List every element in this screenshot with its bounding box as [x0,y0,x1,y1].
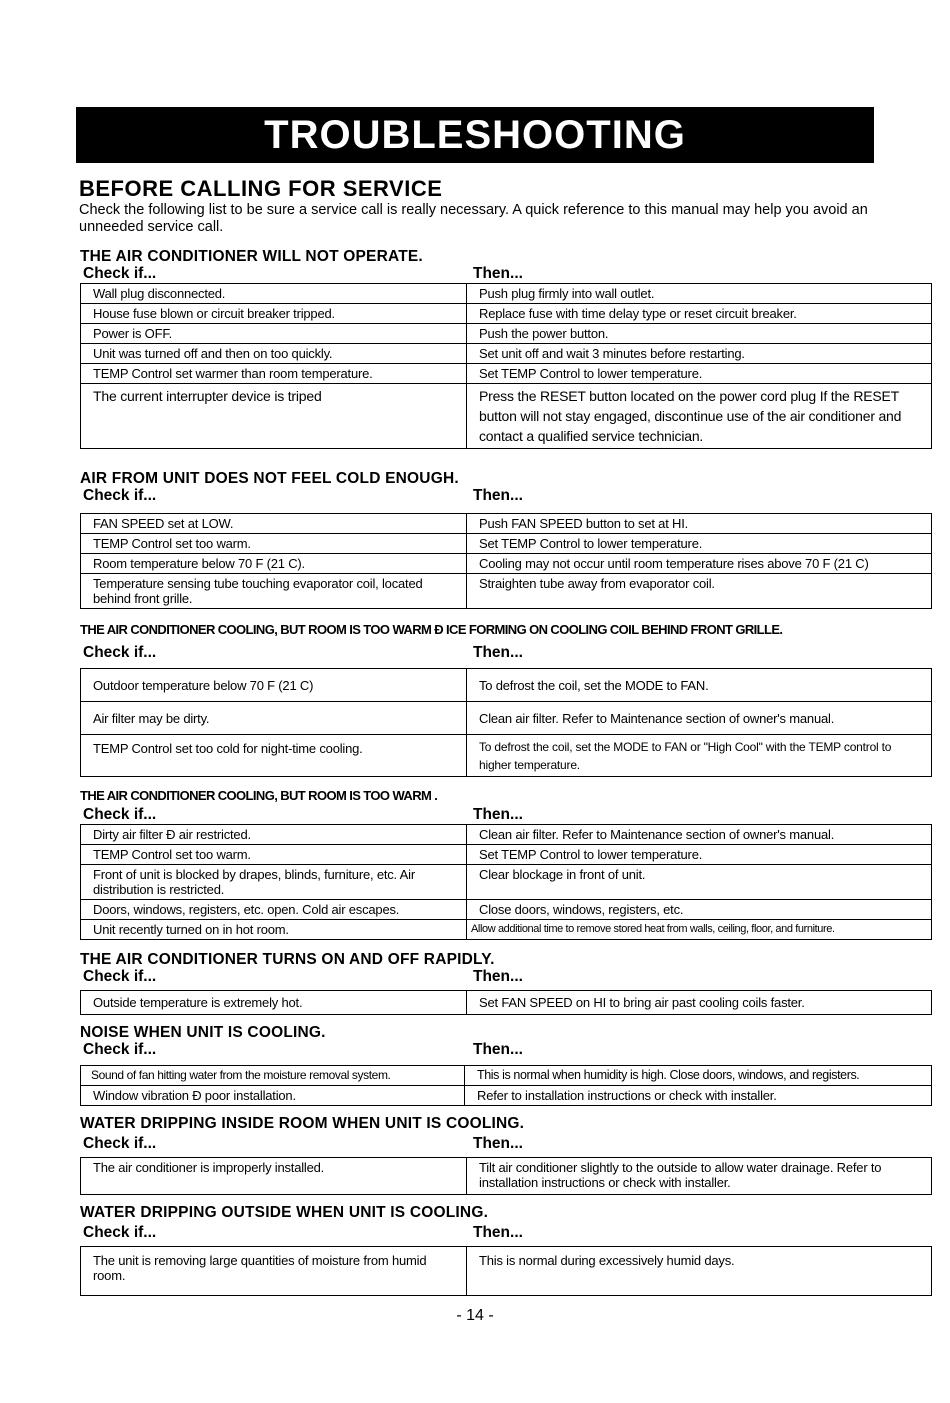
check-cell: Unit recently turned on in hot room. [81,920,467,940]
column-headings [80,968,932,986]
then-cell: Close doors, windows, registers, etc. [467,900,932,920]
check-cell: Outdoor temperature below 70 F (21 C) [81,669,467,702]
check-cell: Wall plug disconnected. [81,284,467,304]
check-cell: TEMP Control set too cold for night-time cooling. [81,735,467,777]
table-row [81,900,932,920]
check-if-heading: Check if... [83,806,157,823]
table-row [81,1066,932,1086]
section-on-off-rapidly [80,952,932,1015]
then-cell: Push FAN SPEED button to set at HI. [467,514,932,534]
check-cell: The unit is removing large quantities of moisture from humid room. [81,1247,467,1296]
then-cell: Set TEMP Control to lower temperature. [467,534,932,554]
table-row [81,364,932,384]
table-row [81,514,932,534]
then-heading: Then... [473,1224,523,1241]
then-cell: Straighten tube away from evaporator coil. [467,574,932,609]
table-row [81,1086,932,1106]
check-cell: Window vibration Ð poor installation. [81,1086,465,1106]
check-if-heading: Check if... [83,1135,157,1152]
then-cell: Set unit off and wait 3 minutes before restarting. [467,344,932,364]
then-cell: Push plug firmly into wall outlet. [467,284,932,304]
section-title: THE AIR CONDITIONER COOLING, BUT ROOM IS TOO WARM Ð ICE FORMING ON COOLING COIL BEHIND FRONT GRILLE. [80,622,783,637]
check-if-heading: Check if... [83,644,157,661]
table-row [81,344,932,364]
section-title: WATER DRIPPING INSIDE ROOM WHEN UNIT IS COOLING. [80,1115,525,1132]
section-title: THE AIR CONDITIONER TURNS ON AND OFF RAPIDLY. [80,951,495,968]
troubleshooting-table [80,668,932,777]
table-row [81,702,932,735]
then-cell: Refer to installation instructions or check with installer. [465,1086,932,1106]
table-row [81,845,932,865]
table-row [81,1247,932,1296]
table-row [81,669,932,702]
then-cell: This is normal when humidity is high. Close doors, windows, and registers. [465,1066,932,1086]
then-heading: Then... [473,487,523,504]
troubleshooting-table [80,990,932,1015]
table-row [81,554,932,574]
section-room-too-warm [80,788,932,940]
table-row [81,825,932,845]
then-cell: Replace fuse with time delay type or reset circuit breaker. [467,304,932,324]
then-cell: Set TEMP Control to lower temperature. [467,364,932,384]
section-dripping-inside [80,1116,932,1195]
then-heading: Then... [473,265,523,282]
check-if-heading: Check if... [83,1041,157,1058]
table-row [81,735,932,777]
column-headings [80,1224,932,1242]
main-heading: BEFORE CALLING FOR SERVICE [79,176,443,201]
check-cell: TEMP Control set warmer than room temperature. [81,364,467,384]
then-cell: Set FAN SPEED on HI to bring air past cooling coils faster. [467,991,932,1015]
then-cell: Push the power button. [467,324,932,344]
column-headings [80,487,932,505]
check-cell: TEMP Control set too warm. [81,845,467,865]
intro-text: Check the following list to be sure a service call is really necessary. A quick reference to this manual may help you avoid an unneeded service call. [79,202,868,235]
table-row [81,920,932,940]
check-cell: The air conditioner is improperly installed. [81,1158,467,1195]
check-cell: Doors, windows, registers, etc. open. Cold air escapes. [81,900,467,920]
section-will-not-operate [80,249,932,449]
check-cell: Dirty air filter Ð air restricted. [81,825,467,845]
column-headings [80,806,932,824]
section-title: AIR FROM UNIT DOES NOT FEEL COLD ENOUGH. [80,470,459,487]
then-cell: Tilt air conditioner slightly to the outside to allow water drainage. Refer to installation instructions or check with installer. [467,1158,932,1195]
then-cell: Set TEMP Control to lower temperature. [467,845,932,865]
section-dripping-outside [80,1205,932,1296]
check-if-heading: Check if... [83,487,157,504]
table-row [81,384,932,449]
section-title: NOISE WHEN UNIT IS COOLING. [80,1024,326,1041]
column-headings [80,644,932,662]
then-heading: Then... [473,1135,523,1152]
troubleshooting-table [80,513,932,609]
check-if-heading: Check if... [83,265,157,282]
section-title: THE AIR CONDITIONER WILL NOT OPERATE. [80,248,423,265]
check-if-heading: Check if... [83,968,157,985]
column-headings [80,1135,932,1153]
then-cell: Allow additional time to remove stored heat from walls, ceiling, floor, and furniture. [467,920,932,940]
then-heading: Then... [473,1041,523,1058]
check-cell: Unit was turned off and then on too quickly. [81,344,467,364]
troubleshooting-table [80,824,932,940]
check-cell: Sound of fan hitting water from the moisture removal system. [81,1066,465,1086]
check-cell: TEMP Control set too warm. [81,534,467,554]
column-headings [80,265,932,283]
section-not-cold-enough [80,471,932,609]
page-banner: TROUBLESHOOTING [76,107,874,163]
troubleshooting-table [80,1157,932,1195]
check-cell: Room temperature below 70 F (21 C). [81,554,467,574]
section-title: WATER DRIPPING OUTSIDE WHEN UNIT IS COOLING. [80,1204,489,1221]
then-cell: Cooling may not occur until room temperature rises above 70 F (21 C) [467,554,932,574]
check-cell: Power is OFF. [81,324,467,344]
table-row [81,865,932,900]
check-if-heading: Check if... [83,1224,157,1241]
check-cell: Outside temperature is extremely hot. [81,991,467,1015]
troubleshooting-table [80,1246,932,1296]
check-cell: Front of unit is blocked by drapes, blinds, furniture, etc. Air distribution is restricted. [81,865,467,900]
then-heading: Then... [473,806,523,823]
check-cell: Air filter may be dirty. [81,702,467,735]
then-cell: This is normal during excessively humid days. [467,1247,932,1296]
table-row [81,1158,932,1195]
check-cell: The current interrupter device is triped [81,384,467,449]
column-headings [80,1041,932,1059]
table-row [81,324,932,344]
then-cell: Clean air filter. Refer to Maintenance section of owner's manual. [467,825,932,845]
then-cell: Clean air filter. Refer to Maintenance section of owner's manual. [467,702,932,735]
then-cell: Clear blockage in front of unit. [467,865,932,900]
check-cell: Temperature sensing tube touching evaporator coil, located behind front grille. [81,574,467,609]
table-row [81,534,932,554]
then-cell: Press the RESET button located on the power cord plug If the RESET button will not stay engaged, discontinue use of the air conditioner and contact a qualified service technician. [467,384,932,449]
page-number: - 14 - [456,1307,494,1324]
check-cell: House fuse blown or circuit breaker tripped. [81,304,467,324]
table-row [81,991,932,1015]
section-title: THE AIR CONDITIONER COOLING, BUT ROOM IS TOO WARM . [80,788,438,803]
check-cell: FAN SPEED set at LOW. [81,514,467,534]
table-row [81,574,932,609]
then-heading: Then... [473,644,523,661]
section-noise [80,1025,932,1106]
section-ice-forming [80,622,932,777]
then-heading: Then... [473,968,523,985]
then-cell: To defrost the coil, set the MODE to FAN or "High Cool" with the TEMP control to higher temperature. [467,735,932,777]
table-row [81,304,932,324]
table-row [81,284,932,304]
then-cell: To defrost the coil, set the MODE to FAN. [467,669,932,702]
troubleshooting-table [80,1065,932,1106]
troubleshooting-table [80,283,932,449]
